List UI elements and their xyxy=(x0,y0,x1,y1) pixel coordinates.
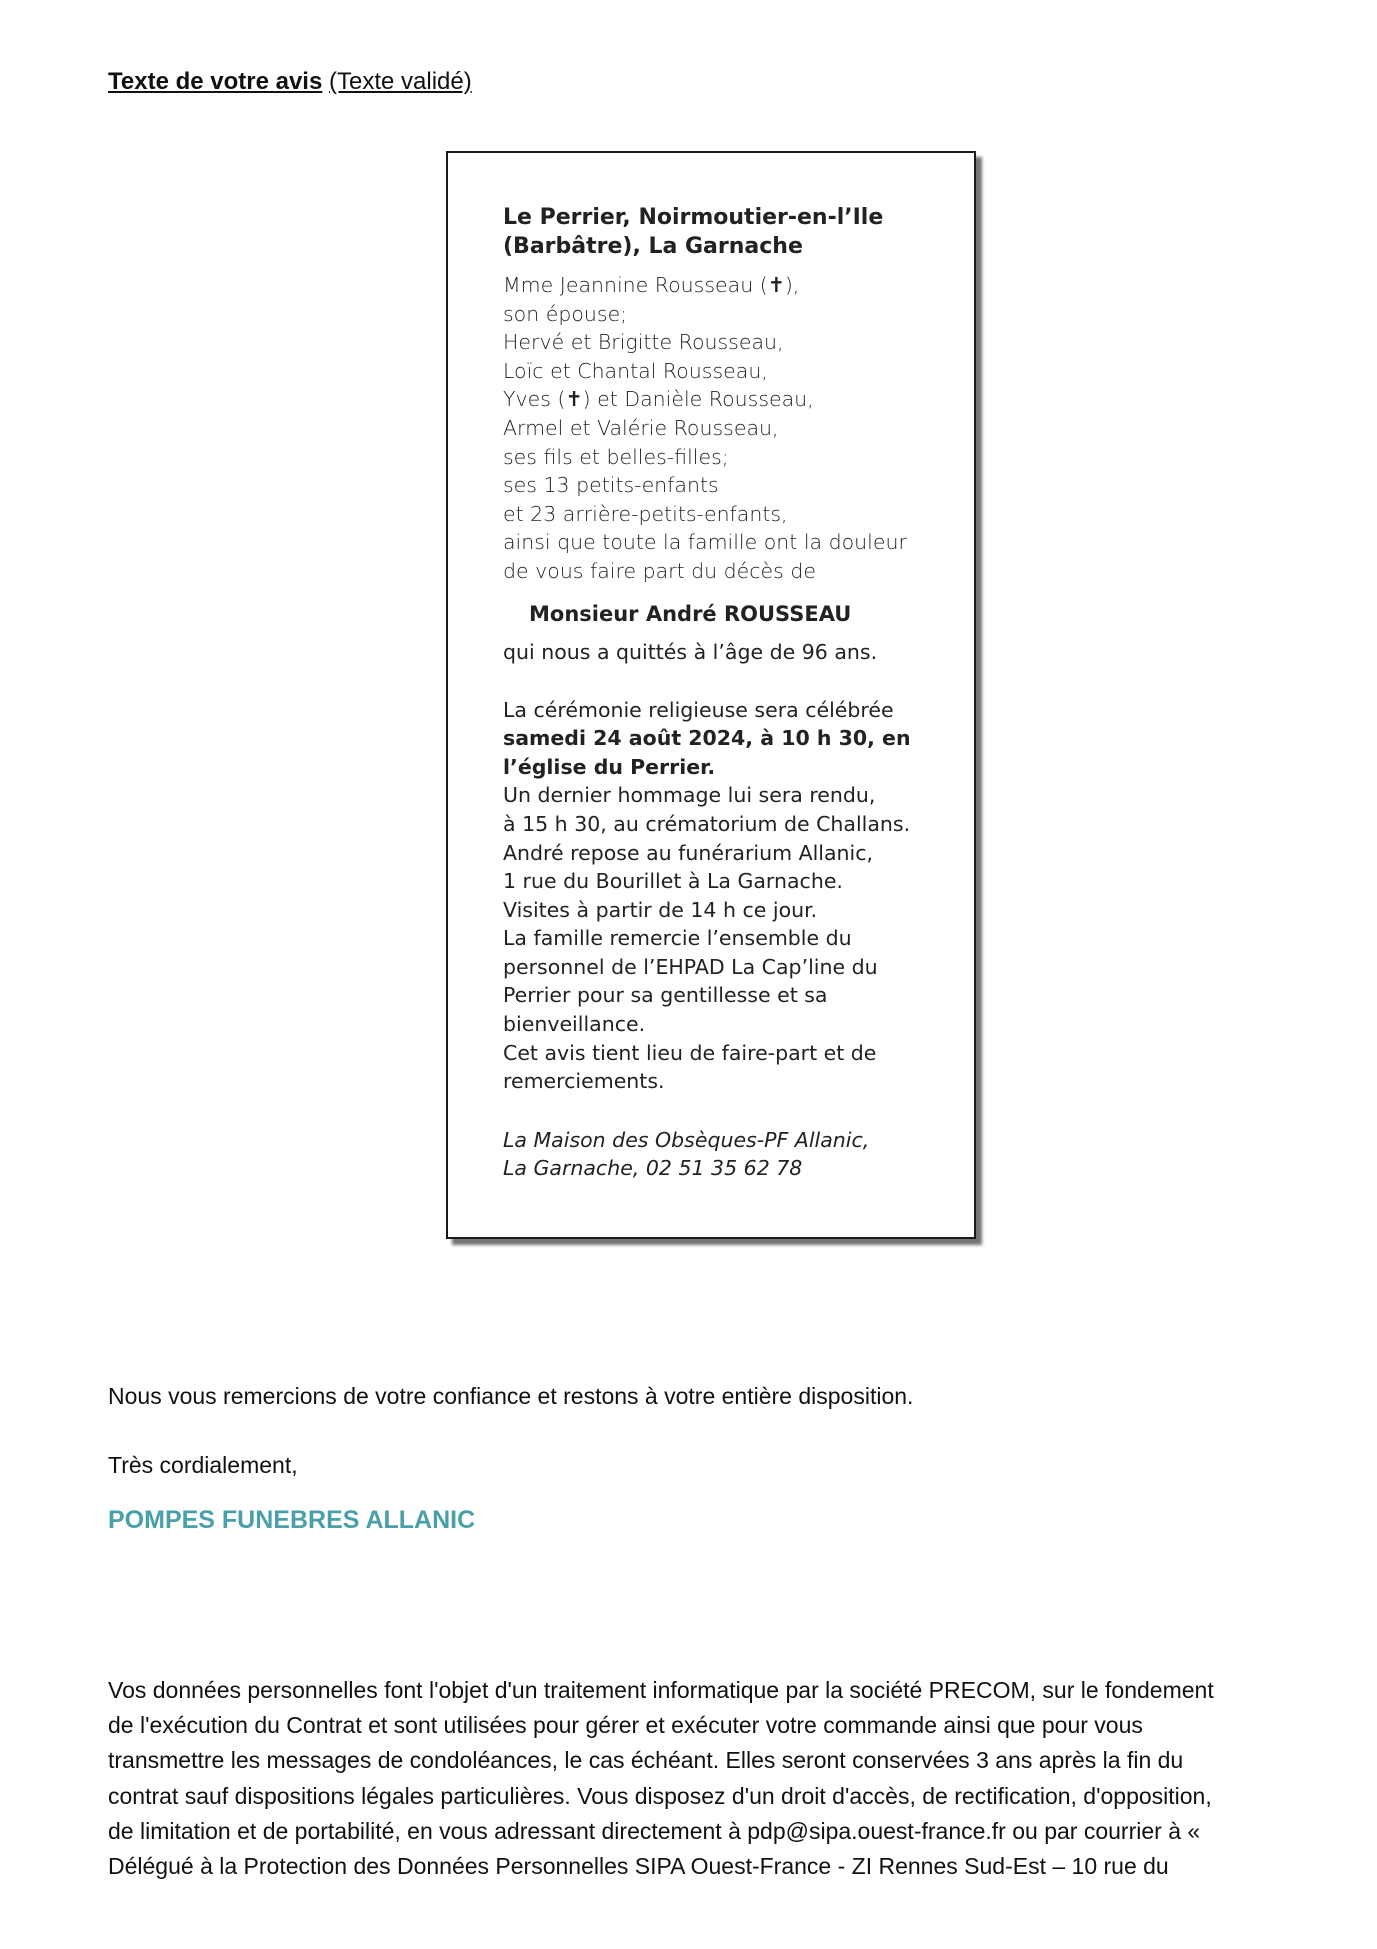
ceremony-line: La famille remercie l’ensemble du xyxy=(503,926,852,951)
family-line: Armel et Valérie Rousseau, xyxy=(503,415,779,440)
heading-bold: Texte de votre avis xyxy=(108,68,323,95)
family-line: ainsi que toute la famille ont la douleur xyxy=(503,530,907,555)
signature-line: La Garnache, 02 51 35 62 78 xyxy=(503,1156,803,1181)
ceremony-line: à 15 h 30, au crématorium de Challans. xyxy=(503,811,911,836)
thanks-paragraph: Nous vous remercions de votre confiance et restons à votre entière disposition. xyxy=(108,1383,914,1409)
ceremony-details xyxy=(503,696,963,1096)
ceremony-line: Visites à partir de 14 h ce jour. xyxy=(503,897,818,922)
closing-salutation: Très cordialement, xyxy=(108,1452,298,1478)
privacy-line: transmettre les messages de condoléances, le cas échéant. Elles seront conservées 3 ans après la fin du xyxy=(108,1747,1184,1774)
heading-normal: (Texte validé) xyxy=(329,68,472,95)
family-line: et 23 arrière-petits-enfants, xyxy=(503,501,788,526)
family-line: Hervé et Brigitte Rousseau, xyxy=(503,330,784,355)
family-line: de vous faire part du décès de xyxy=(503,558,816,583)
family-line: Mme Jeannine Rousseau (✝), xyxy=(503,273,800,297)
obituary-content xyxy=(503,203,963,1183)
location-line: (Barbâtre), La Garnache xyxy=(503,234,803,259)
ceremony-line: Perrier pour sa gentillesse et sa xyxy=(503,983,828,1008)
signature-line: La Maison des Obsèques-PF Allanic, xyxy=(503,1127,870,1152)
privacy-line: de limitation et de portabilité, en vous adressant directement à pdp@sipa.ouest-france.fr ou par courrier à « xyxy=(108,1817,1201,1844)
ceremony-intro: La cérémonie religieuse sera célébrée xyxy=(503,697,894,722)
ceremony-line: personnel de l’EHPAD La Cap’line du xyxy=(503,954,878,979)
family-line: son épouse; xyxy=(503,301,628,326)
ceremony-place: l’église du Perrier. xyxy=(503,754,716,779)
privacy-line: contrat sauf dispositions légales particulières. Vous disposez d'un droit d'accès, de rectification, d'opposition, xyxy=(108,1782,1212,1809)
privacy-line: Vos données personnelles font l'objet d'un traitement informatique par la société PRECOM, sur le fondement xyxy=(108,1677,1214,1703)
funeral-home-signature xyxy=(503,1126,963,1183)
family-list xyxy=(503,271,963,586)
obituary-notice xyxy=(446,151,976,1239)
family-line: ses fils et belles-filles; xyxy=(503,444,729,469)
notice-location xyxy=(503,203,963,261)
location-line: Le Perrier, Noirmoutier-en-l’Ile xyxy=(503,205,884,230)
privacy-line: Délégué à la Protection des Données Personnelles SIPA Ouest-France - ZI Rennes Sud-Est – 10 rue du xyxy=(108,1853,1169,1880)
deceased-name: Monsieur André ROUSSEAU xyxy=(529,601,852,626)
family-line: ses 13 petits-enfants xyxy=(503,473,719,498)
ceremony-line: 1 rue du Bourillet à La Garnache. xyxy=(503,869,843,894)
company-name: POMPES FUNEBRES ALLANIC xyxy=(108,1506,476,1534)
privacy-notice xyxy=(108,1673,1328,1884)
ceremony-date: samedi 24 août 2024, à 10 h 30, en xyxy=(503,726,911,751)
family-line: Loïc et Chantal Rousseau, xyxy=(503,358,768,383)
page-heading xyxy=(108,68,472,96)
ceremony-line: Un dernier hommage lui sera rendu, xyxy=(503,783,876,808)
privacy-line: de l'exécution du Contrat et sont utilisées pour gérer et exécuter votre commande ainsi que pour vous xyxy=(108,1712,1143,1739)
family-line: Yves (✝) et Danièle Rousseau, xyxy=(503,387,814,412)
ceremony-line: remerciements. xyxy=(503,1069,665,1094)
ceremony-line: bienveillance. xyxy=(503,1012,646,1037)
ceremony-line: Cet avis tient lieu de faire-part et de xyxy=(503,1040,877,1065)
ceremony-line: André repose au funérarium Allanic, xyxy=(503,840,874,865)
age-line: qui nous a quittés à l’âge de 96 ans. xyxy=(503,639,878,664)
